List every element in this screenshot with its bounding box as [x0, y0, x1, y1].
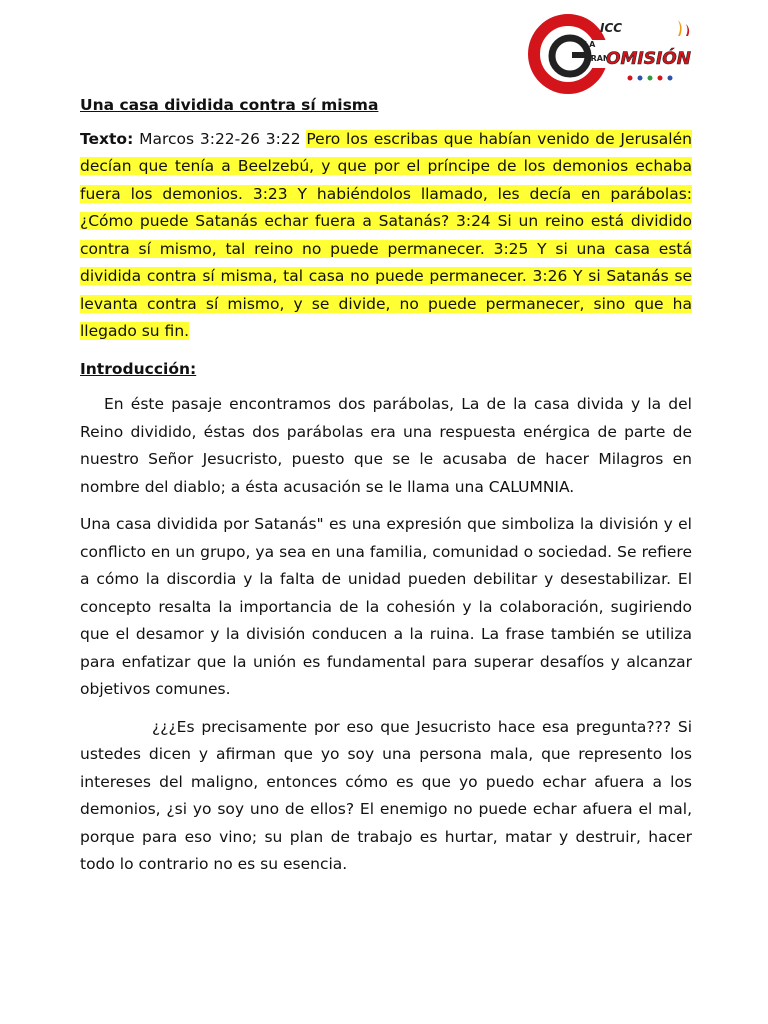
- logo-icc-text: ICC: [600, 21, 623, 35]
- page-title: Una casa dividida contra sí misma: [80, 96, 379, 114]
- document-body: [80, 92, 692, 889]
- logo-graphic: [528, 14, 698, 94]
- body-paragraph-1: En éste pasaje encontramos dos parábolas, La de la casa divida y la del Reino dividido, éstas dos parábolas era una respuesta enérgica de parte de nuestro Señor Jesucristo, puesto que se le acusaba de hacer Milagros en nombre del diablo; a ésta acusación se le llama una CALUMNIA.: [80, 395, 692, 496]
- logo-omision-text: OMISIÓN: [606, 49, 691, 69]
- flame-icon: [686, 24, 689, 36]
- body-paragraph-3: ¿¿¿Es precisamente por eso que Jesucristo hace esa pregunta??? Si ustedes dicen y afirman que yo soy una persona mala, que represento los intereses del maligno, entonces cómo es que yo puedo echar afuera a los demonios, ¿si yo soy uno de ellos? El enemigo no puede echar afuera el mal, porque para eso vino; su plan de trabajo es hurtar, matar y destruir, hacer todo lo contrario no es su esencia.: [80, 717, 692, 873]
- logo-decor-dots: [628, 76, 673, 81]
- flame-icon: [678, 20, 682, 36]
- intro-heading: Introducción:: [80, 359, 197, 378]
- logo-gran-text: GRAN: [584, 54, 610, 63]
- texto-reference: Marcos 3:22-26 3:22: [139, 129, 301, 148]
- highlighted-scripture: Pero los escribas que habían venido de Jerusalén decían que tenía a Beelzebú, y que por el príncipe de los demonios echaba fuera los demonios. 3:23 Y habiéndolos llamado, les decía en parábolas: ¿Cómo puede Satanás echar fuera a Satanás? 3:24 Si un reino está dividido contra sí mismo, tal reino no puede permanecer. 3:25 Y si una casa está dividida contra sí misma, tal casa no puede permanecer. 3:26 Y si Satanás se levanta contra sí mismo, y se divide, no puede permanecer, sino que ha llegado su fin.: [80, 129, 692, 340]
- texto-paragraph: [80, 126, 692, 346]
- texto-label: Texto:: [80, 129, 134, 148]
- body-paragraph-2: Una casa dividida por Satanás" es una expresión que simboliza la división y el conflicto en un grupo, ya sea en una familia, comunidad o sociedad. Se refiere a cómo la discordia y la falta de unidad pueden debilitar y desestabilizar. El concepto resalta la importancia de la cohesión y la colaboración, sugiriendo que el desamor y la división conducen a la ruina. La frase también se utiliza para enfatizar que la unión es fundamental para superar desafíos y alcanzar objetivos comunes.: [80, 515, 692, 698]
- ministry-logo: [528, 14, 698, 94]
- logo-la-text: LA: [584, 40, 596, 49]
